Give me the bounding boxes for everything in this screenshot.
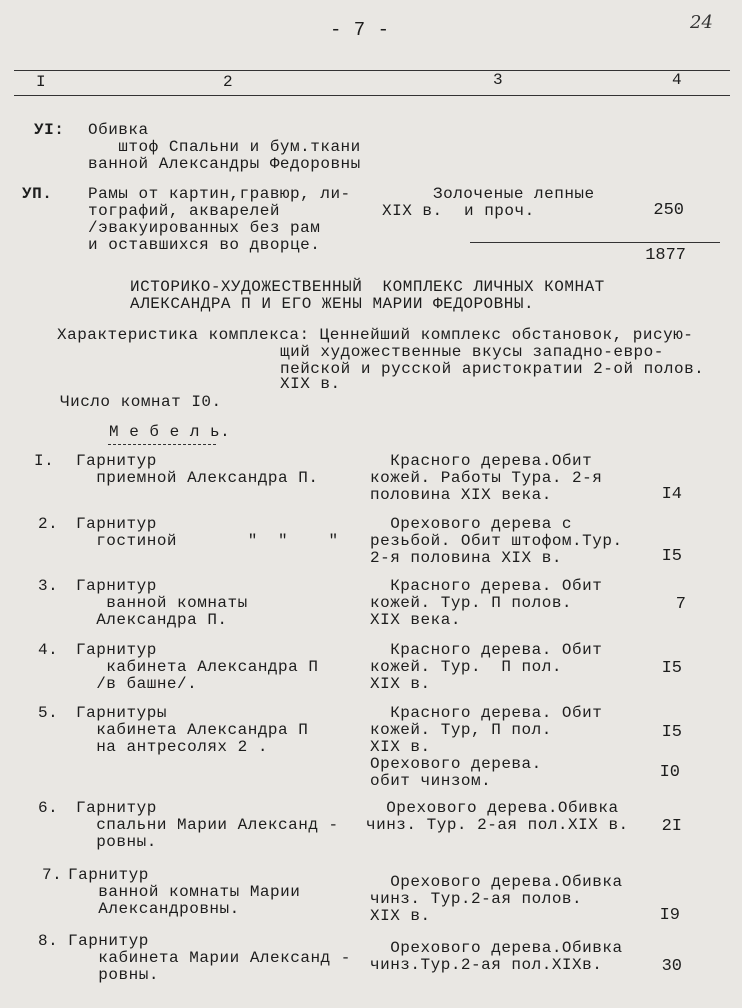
total-quantity: 1877 <box>645 246 686 265</box>
total-rule <box>470 242 720 243</box>
furniture-name: Гарнитур <box>76 799 157 817</box>
item-note: и проч. <box>464 202 535 220</box>
furniture-name: Александра П. <box>76 611 228 629</box>
furniture-quantity: I4 <box>661 485 682 504</box>
furniture-desc: Красного дерева. Обит <box>370 641 603 659</box>
furniture-desc: Орехового дерева.Обивка <box>370 939 623 957</box>
furniture-desc: XIX в. <box>370 738 431 756</box>
furniture-desc: 2-я половина XIX в. <box>370 549 562 567</box>
furniture-name: ровны. <box>68 966 159 984</box>
furniture-desc: чинз.Тур.2-ая пол.XIXв. <box>370 956 603 974</box>
item-number: УП. <box>22 185 53 203</box>
furniture-name: ванной комнаты Марии <box>68 883 301 901</box>
furniture-desc: Красного дерева. Обит <box>370 577 603 595</box>
furniture-name: Гарнитур <box>68 866 149 884</box>
furniture-quantity: I5 <box>661 547 682 566</box>
furniture-name: Александровны. <box>68 900 240 918</box>
complex-characteristic: щий художественные вкусы западно-евро- <box>280 343 664 361</box>
header-rule-bottom <box>14 95 730 96</box>
complex-title: ИСТОРИКО-ХУДОЖЕСТВЕННЫЙ КОМПЛЕКС ЛИЧНЫХ КОМНАТ <box>130 278 605 296</box>
furniture-desc: половина XIX века. <box>370 486 552 504</box>
furniture-name: кабинета Марии Александ - <box>68 949 351 967</box>
furniture-name: на антресолях 2 . <box>76 738 268 756</box>
furniture-number: 7. <box>42 866 63 884</box>
item-number: УI: <box>34 121 65 139</box>
item-desc-line: и оставшихся во дворце. <box>88 236 321 254</box>
furniture-number: I. <box>34 452 55 470</box>
furniture-name: Гарнитур <box>68 932 149 950</box>
column-2-header: 2 <box>223 73 234 91</box>
furniture-desc: Красного дерева. Обит <box>370 704 603 722</box>
furniture-quantity: 30 <box>661 957 682 976</box>
page-number: - 7 - <box>330 19 390 41</box>
furniture-name: спальни Марии Александ - <box>76 816 339 834</box>
column-1-header: I <box>36 73 47 91</box>
furniture-heading: М е б е л ь. <box>109 423 231 441</box>
item-desc-line: тографий, акварелей <box>88 202 280 220</box>
furniture-name: Гарнитур <box>76 452 157 470</box>
furniture-name: Гарнитур <box>76 641 157 659</box>
furniture-number: 5. <box>38 704 59 722</box>
furniture-desc: XIX в. <box>370 675 431 693</box>
furniture-desc: кожей. Тур. П пол. <box>370 658 562 676</box>
furniture-quantity: I5 <box>661 659 682 678</box>
column-3-header: 3 <box>493 71 504 89</box>
column-4-header: 4 <box>672 71 683 89</box>
furniture-quantity: I9 <box>659 906 680 925</box>
furniture-desc: XIX в. <box>370 907 431 925</box>
furniture-desc: кожей. Работы Тура. 2-я <box>370 469 603 487</box>
item-desc-line: /эвакуированных без рам <box>88 219 321 237</box>
furniture-name: кабинета Александра П <box>76 658 319 676</box>
item-quantity: 250 <box>653 201 684 220</box>
furniture-quantity: 7 <box>675 595 686 614</box>
furniture-number: 4. <box>38 641 59 659</box>
furniture-name: приемной Александра П. <box>76 469 319 487</box>
item-desc-line: штоф Спальни и бум.ткани <box>88 138 361 156</box>
item-desc-line: ванной Александры Федоровны <box>88 155 361 173</box>
furniture-name: ровны. <box>76 833 157 851</box>
furniture-desc: кожей. Тур. П полов. <box>370 594 573 612</box>
complex-characteristic: пейской и русской аристократии 2-ой полов. <box>280 360 705 378</box>
archive-number: 24 <box>690 12 713 33</box>
furniture-quantity: 2I <box>661 817 682 836</box>
furniture-name: Гарнитуры <box>76 704 167 722</box>
furniture-number: 6. <box>38 799 59 817</box>
item-desc-line: Рамы от картин,гравюр, ли- <box>88 185 351 203</box>
furniture-name: кабинета Александра П <box>76 721 309 739</box>
furniture-desc: Красного дерева.Обит <box>370 452 593 470</box>
furniture-name: гостиной " " " <box>76 532 339 550</box>
furniture-desc: Орехового дерева с <box>370 515 573 533</box>
furniture-desc: кожей. Тур, П пол. <box>370 721 552 739</box>
furniture-name: Гарнитур <box>76 577 157 595</box>
furniture-name: /в башне/. <box>76 675 198 693</box>
item-desc-line: Обивка <box>88 121 149 139</box>
furniture-desc: обит чинзом. <box>370 772 492 790</box>
furniture-name: ванной комнаты <box>76 594 248 612</box>
furniture-number: 3. <box>38 577 59 595</box>
furniture-quantity: I5 <box>661 723 682 742</box>
header-rule <box>14 70 730 71</box>
furniture-desc: чинз. Тур. 2-ая пол.XIX в. <box>366 816 629 834</box>
item-century: XIX в. <box>382 202 443 220</box>
furniture-name: Гарнитур <box>76 515 157 533</box>
furniture-desc: Орехового дерева.Обивка <box>370 873 623 891</box>
furniture-number: 8. <box>38 932 59 950</box>
furniture-desc: XIX века. <box>370 611 461 629</box>
item-note: Золоченые лепные <box>433 185 595 203</box>
furniture-quantity: I0 <box>659 763 680 782</box>
furniture-desc: резьбой. Обит штофом.Тур. <box>370 532 623 550</box>
complex-title: АЛЕКСАНДРА П И ЕГО ЖЕНЫ МАРИИ ФЕДОРОВНЫ. <box>130 295 535 313</box>
heading-underline <box>108 444 216 445</box>
furniture-number: 2. <box>38 515 59 533</box>
rooms-count: Число комнат I0. <box>60 393 222 411</box>
complex-characteristic: XIX в. <box>280 375 341 393</box>
furniture-desc: Орехового дерева. <box>370 755 542 773</box>
complex-characteristic: Характеристика комплекса: Ценнейший комплекс обстановок, рисую- <box>57 326 694 344</box>
furniture-desc: Орехового дерева.Обивка <box>366 799 619 817</box>
furniture-desc: чинз. Тур.2-ая полов. <box>370 890 583 908</box>
